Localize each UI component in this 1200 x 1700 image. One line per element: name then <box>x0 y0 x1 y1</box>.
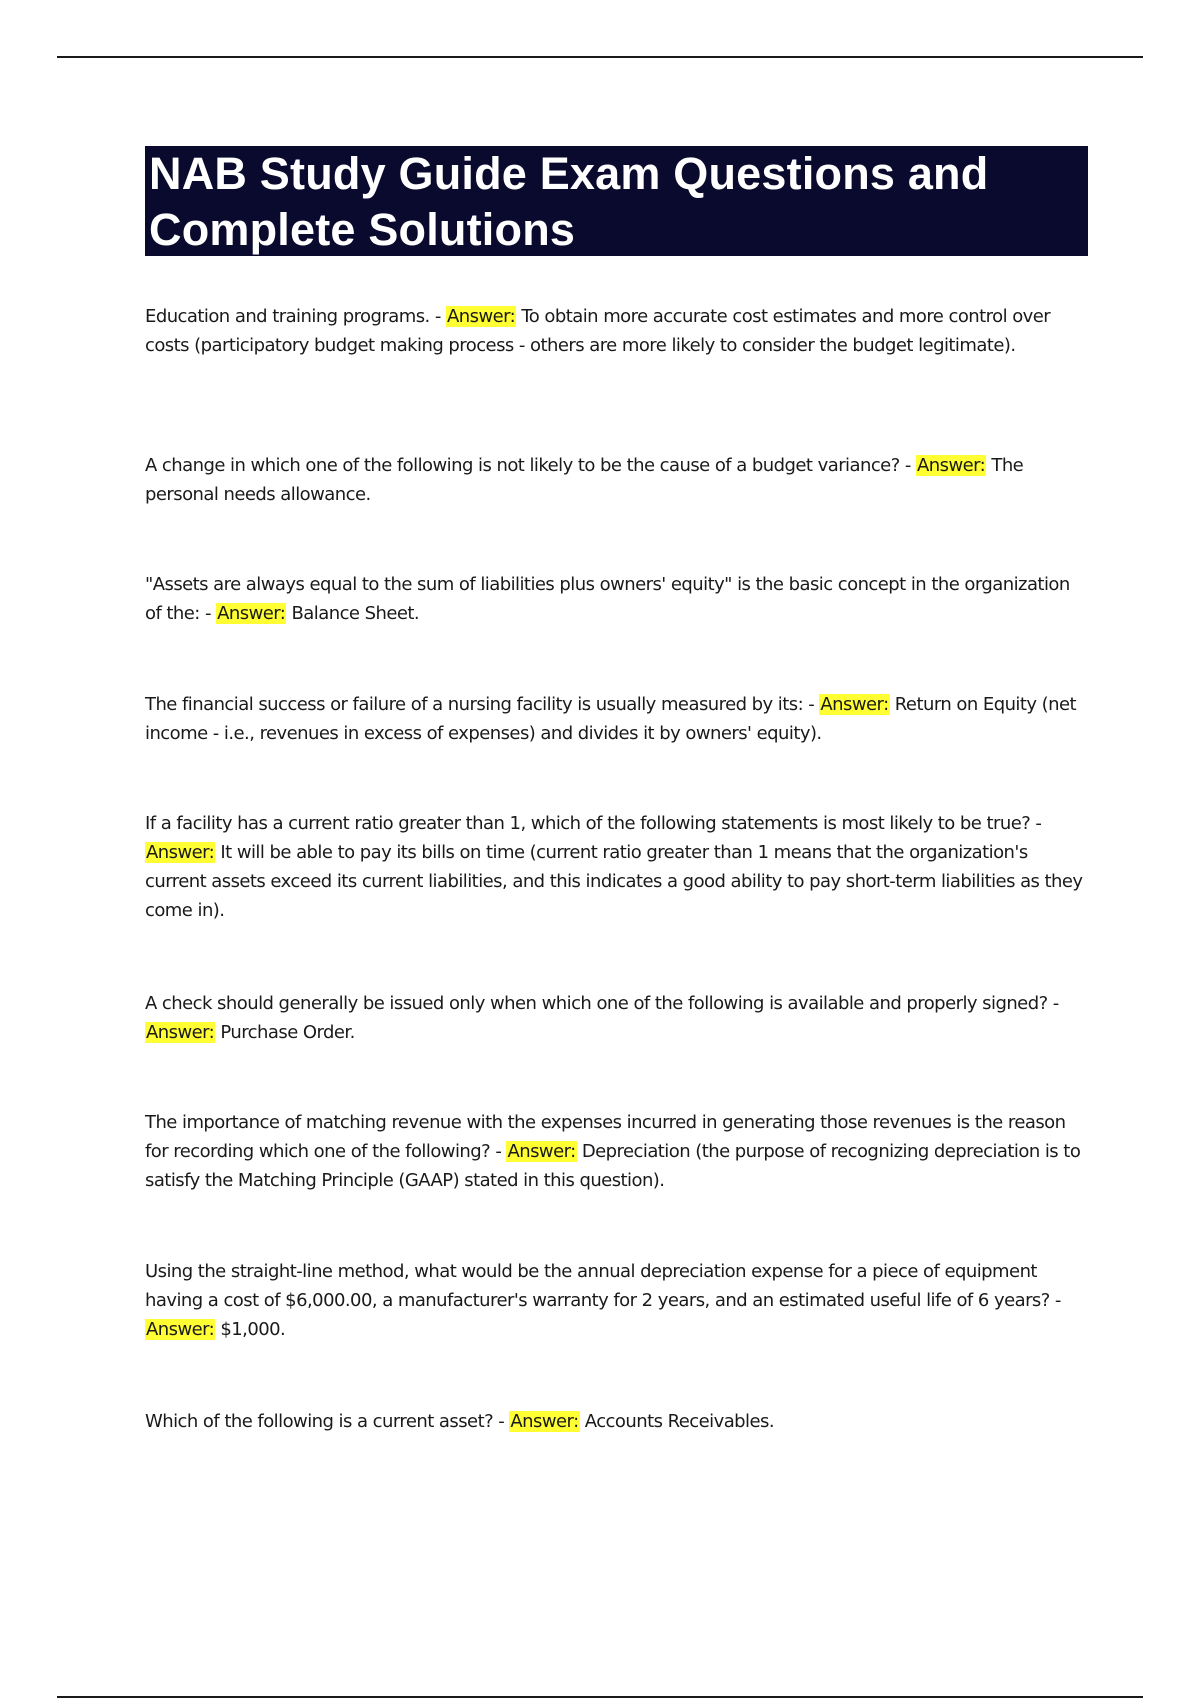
answer-text: Accounts Receivables. <box>579 1411 775 1432</box>
title-banner <box>145 146 1088 256</box>
question-text: "Assets are always equal to the sum of liabilities plus owners' equity" is the basic concept in the organization of the: - <box>145 574 1070 624</box>
question-text: Using the straight-line method, what would be the annual depreciation expense for a piece of equipment having a cost of $6,000.00, a manufacturer's warranty for 2 years, and an estimated useful life of 6 years? - <box>145 1261 1061 1311</box>
answer-label: Answer: <box>507 1141 576 1162</box>
qa-item <box>145 809 1090 925</box>
qa-item <box>145 1407 1090 1436</box>
qa-item <box>145 1108 1090 1195</box>
answer-label: Answer: <box>820 694 889 715</box>
question-text: A check should generally be issued only when which one of the following is available and properly signed? - <box>145 993 1059 1014</box>
qa-item <box>145 989 1090 1047</box>
qa-item <box>145 302 1090 360</box>
answer-text: The personal needs allowance. <box>145 455 1024 505</box>
question-text: A change in which one of the following is not likely to be the cause of a budget variance? - <box>145 455 916 476</box>
qa-item <box>145 570 1090 628</box>
qa-item <box>145 1257 1090 1344</box>
answer-label: Answer: <box>217 603 286 624</box>
top-rule <box>57 56 1143 58</box>
question-text: Education and training programs. - <box>145 306 446 327</box>
answer-text: $1,000. <box>215 1319 286 1340</box>
question-text: The financial success or failure of a nursing facility is usually measured by its: - <box>145 694 820 715</box>
question-text: The importance of matching revenue with the expenses incurred in generating those revenues is the reason for recording which one of the following? - <box>145 1112 1066 1162</box>
question-text: If a facility has a current ratio greater than 1, which of the following statements is most likely to be true? - <box>145 813 1042 834</box>
answer-text: To obtain more accurate cost estimates and more control over costs (participatory budget making process - others are more likely to consider the budget legitimate). <box>145 306 1051 356</box>
page-title: NAB Study Guide Exam Questions and Complete Solutions <box>149 148 989 255</box>
qa-item <box>145 451 1090 509</box>
answer-text: Balance Sheet. <box>286 603 420 624</box>
qa-item <box>145 690 1090 748</box>
answer-label: Answer: <box>146 1319 215 1340</box>
answer-label: Answer: <box>447 306 516 327</box>
answer-text: It will be able to pay its bills on time (current ratio greater than 1 means that the organization's current assets exceed its current liabilities, and this indicates a good ability to pay short-term liabilities as they come in). <box>145 842 1083 921</box>
bottom-rule <box>57 1696 1143 1698</box>
answer-text: Purchase Order. <box>215 1022 355 1043</box>
answer-text: Return on Equity (net income - i.e., revenues in excess of expenses) and divides it by owners' equity). <box>145 694 1077 744</box>
question-text: Which of the following is a current asset? - <box>145 1411 510 1432</box>
answer-label: Answer: <box>146 842 215 863</box>
answer-label: Answer: <box>146 1022 215 1043</box>
answer-label: Answer: <box>510 1411 579 1432</box>
answer-text: Depreciation (the purpose of recognizing depreciation is to satisfy the Matching Principle (GAAP) stated in this question). <box>145 1141 1081 1191</box>
answer-label: Answer: <box>917 455 986 476</box>
